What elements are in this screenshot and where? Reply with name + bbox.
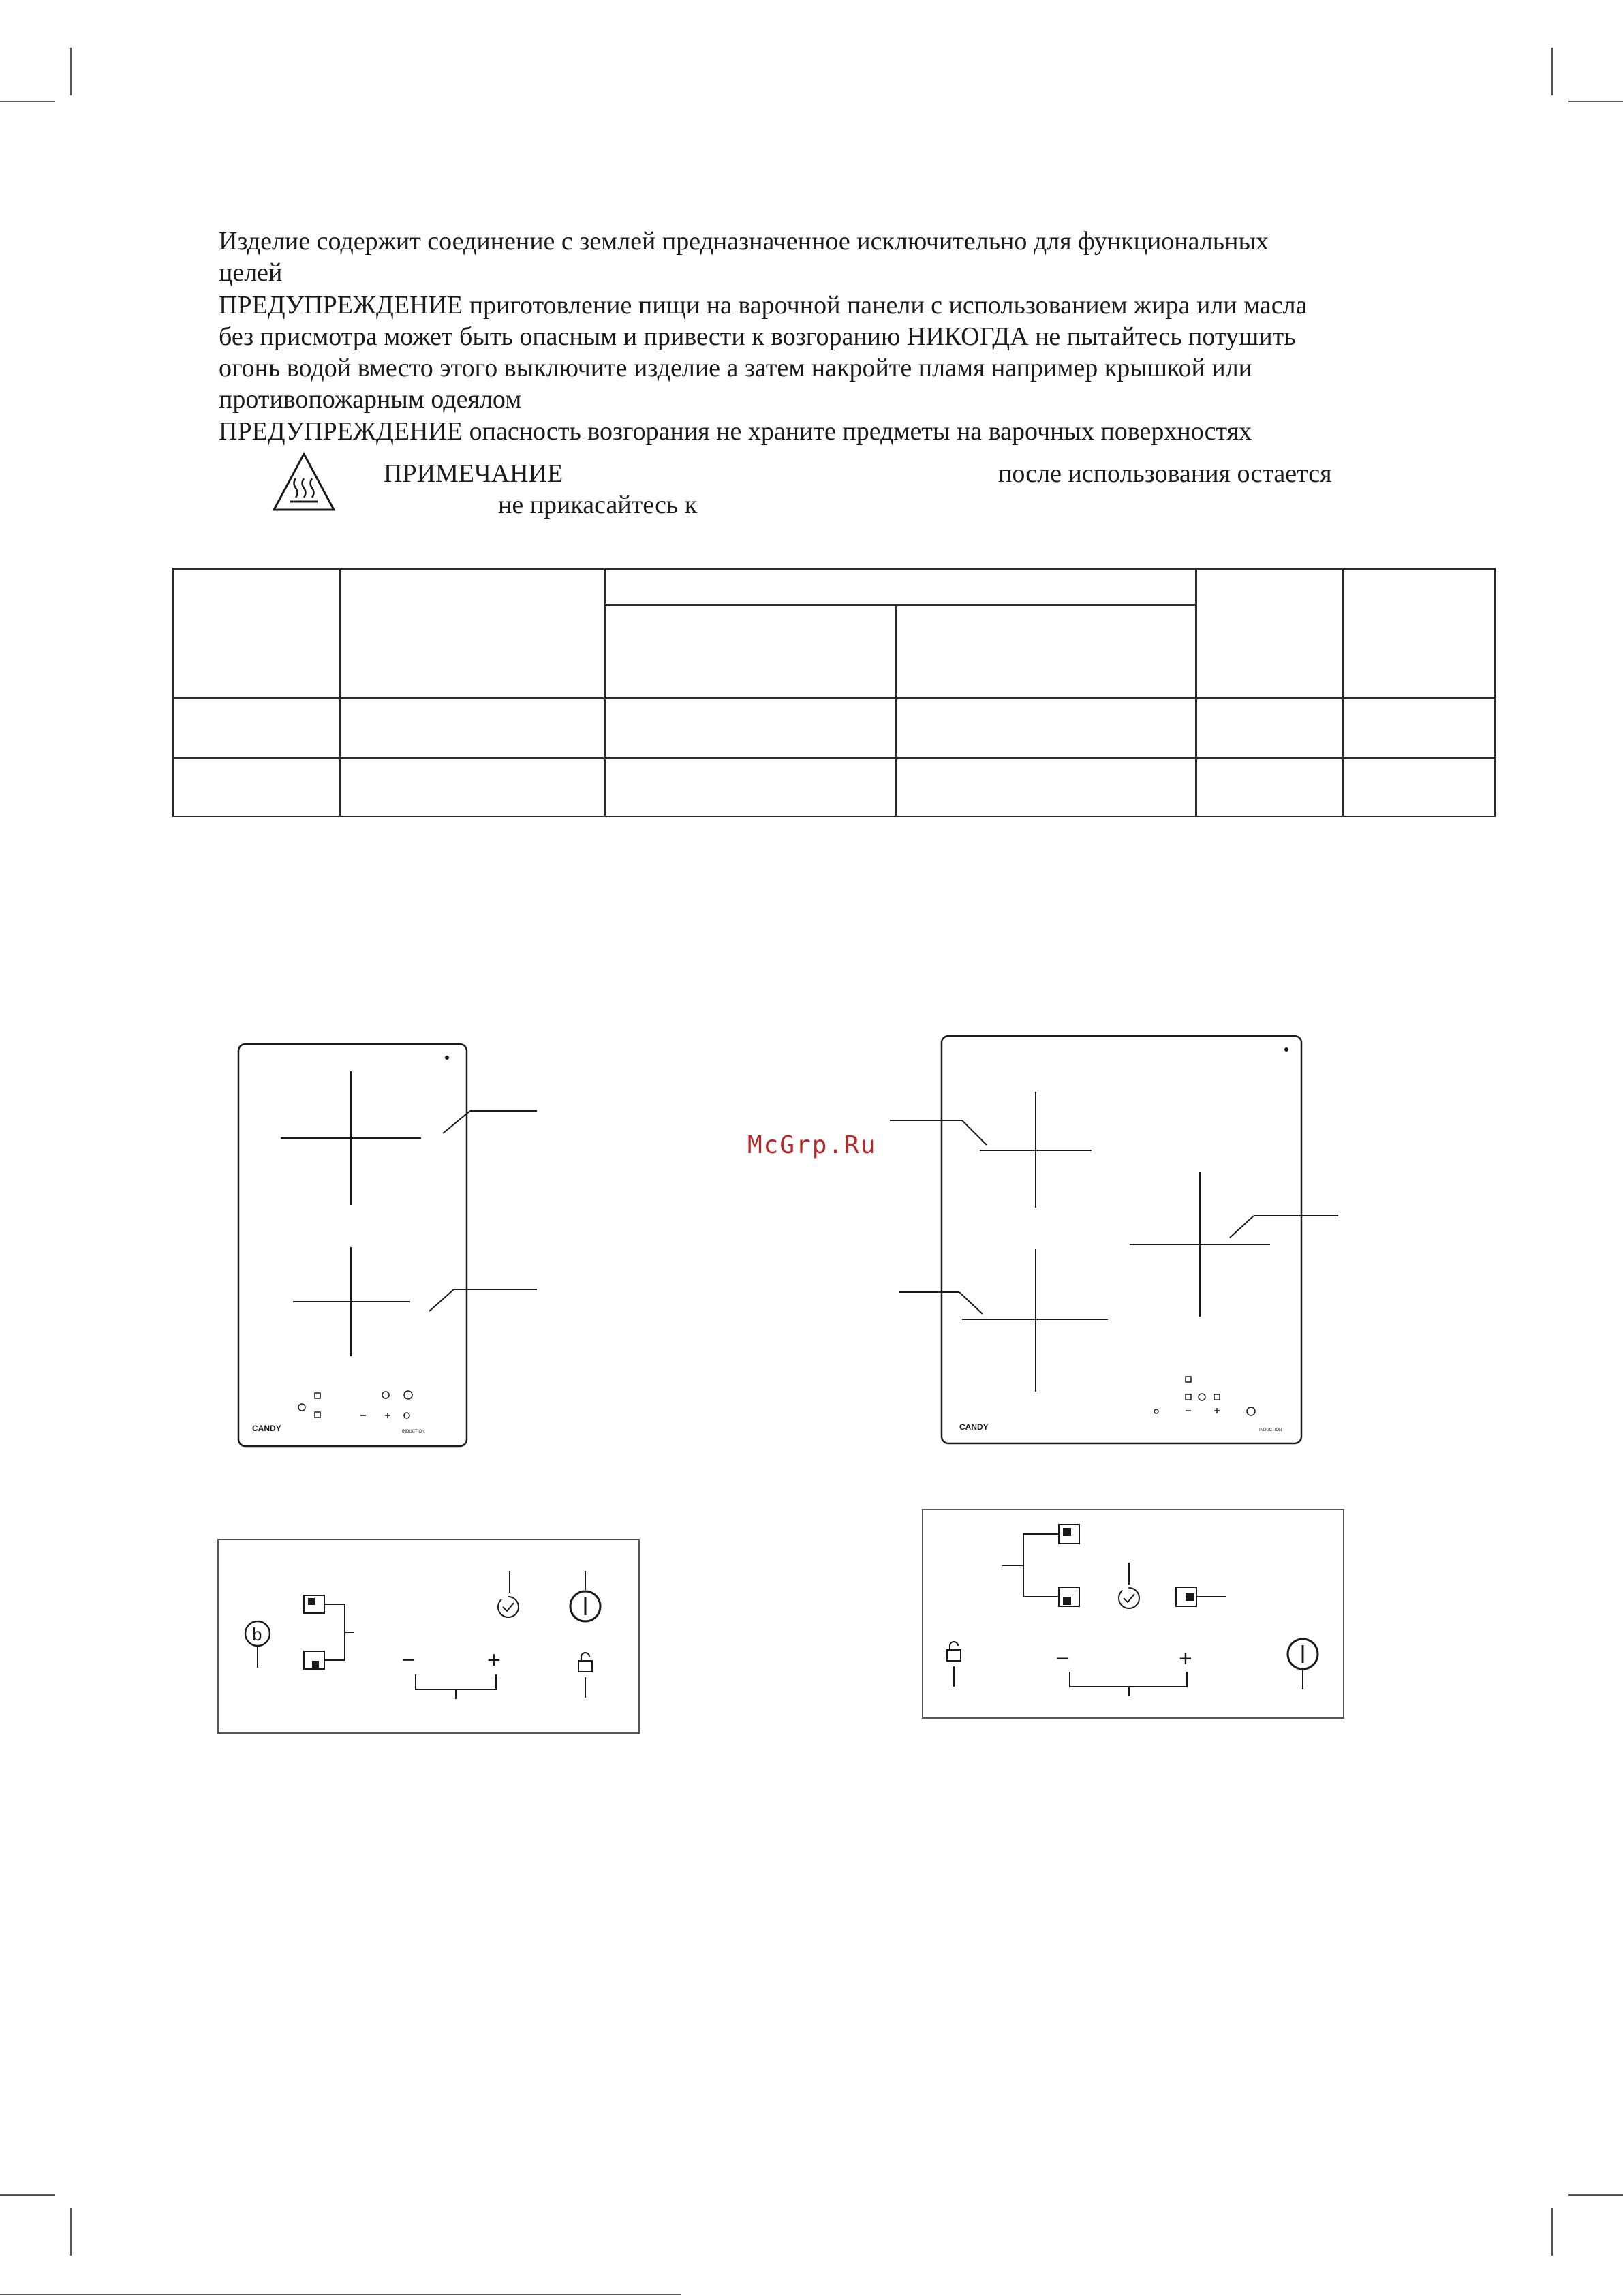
plus-key: + — [487, 1647, 501, 1673]
indicator-dot — [1284, 1047, 1288, 1052]
hob-diagram-two-zone — [232, 1036, 559, 1452]
table-vline-left — [172, 568, 174, 816]
note-line2: не прикасайтесь к — [498, 491, 698, 519]
hot-surface-warning-icon — [271, 451, 337, 512]
minus-key: − — [402, 1647, 416, 1673]
text-line: ПРЕДУПРЕЖДЕНИЕ приготовление пищи на варочной панели с использованием жира или масла — [219, 291, 1308, 320]
crop-mark — [70, 48, 72, 95]
watermark: McGrp.Ru — [747, 1131, 877, 1159]
induction-badge: INDUCTION — [1259, 1428, 1282, 1433]
crop-mark — [1568, 2194, 1623, 2196]
plus-key: + — [1179, 1646, 1192, 1672]
booster-label: b — [252, 1624, 262, 1644]
table-hline — [172, 697, 1494, 699]
crop-mark — [1551, 2208, 1553, 2256]
text-line: без присмотра может быть опасным и привести к возгоранию НИКОГДА не пытайтесь потушить — [219, 322, 1296, 351]
text-line: Изделие содержит соединение с землей предназначенное исключительно для функциональных — [219, 227, 1269, 256]
text-line: ПРЕДУПРЕЖДЕНИЕ опасность возгорания не храните предметы на варочных поверхностях — [219, 417, 1252, 446]
text-line: противопожарным одеялом — [219, 385, 522, 414]
paragraph-fire-warning — [219, 290, 1307, 415]
control-panel-right — [921, 1508, 1350, 1721]
table-hline — [172, 568, 1494, 570]
text-line: огонь водой вместо этого выключите изделие а затем накройте пламя например крышкой или — [219, 354, 1253, 382]
bottom-rule — [0, 2294, 681, 2295]
cooking-zone-marker — [281, 1071, 537, 1205]
paragraph-grounding — [219, 226, 1269, 288]
crop-mark — [0, 2194, 55, 2196]
indicator-dot — [445, 1056, 449, 1060]
control-panel-left — [217, 1538, 643, 1736]
paragraph-storage-warning — [219, 416, 1252, 447]
table-vline — [1342, 568, 1344, 816]
hob-diagram-three-zone — [886, 1029, 1356, 1455]
table-hline — [172, 757, 1494, 759]
note-label: ПРИМЕЧАНИЕ — [384, 459, 563, 488]
note-right-text: после использования остается — [998, 459, 1332, 488]
table-vline — [1195, 568, 1197, 816]
timer-key-icon — [498, 1597, 519, 1617]
table-vline — [895, 604, 897, 817]
text-line: целей — [219, 258, 283, 287]
brand-logo: CANDY — [959, 1422, 989, 1432]
crop-mark — [1551, 48, 1553, 95]
lock-key-icon — [947, 1642, 961, 1661]
crop-mark — [1568, 101, 1623, 102]
cooking-zone-marker — [293, 1247, 537, 1356]
timer-key-icon — [1119, 1588, 1139, 1608]
table-hline — [604, 604, 1195, 606]
spec-table — [172, 568, 1496, 817]
crop-mark — [0, 101, 55, 102]
table-vline — [339, 568, 341, 816]
brand-logo: CANDY — [252, 1424, 281, 1433]
lock-key-icon — [578, 1653, 592, 1672]
minus-key: − — [1056, 1646, 1070, 1672]
crop-mark — [70, 2208, 72, 2256]
induction-badge: INDUCTION — [402, 1430, 425, 1434]
